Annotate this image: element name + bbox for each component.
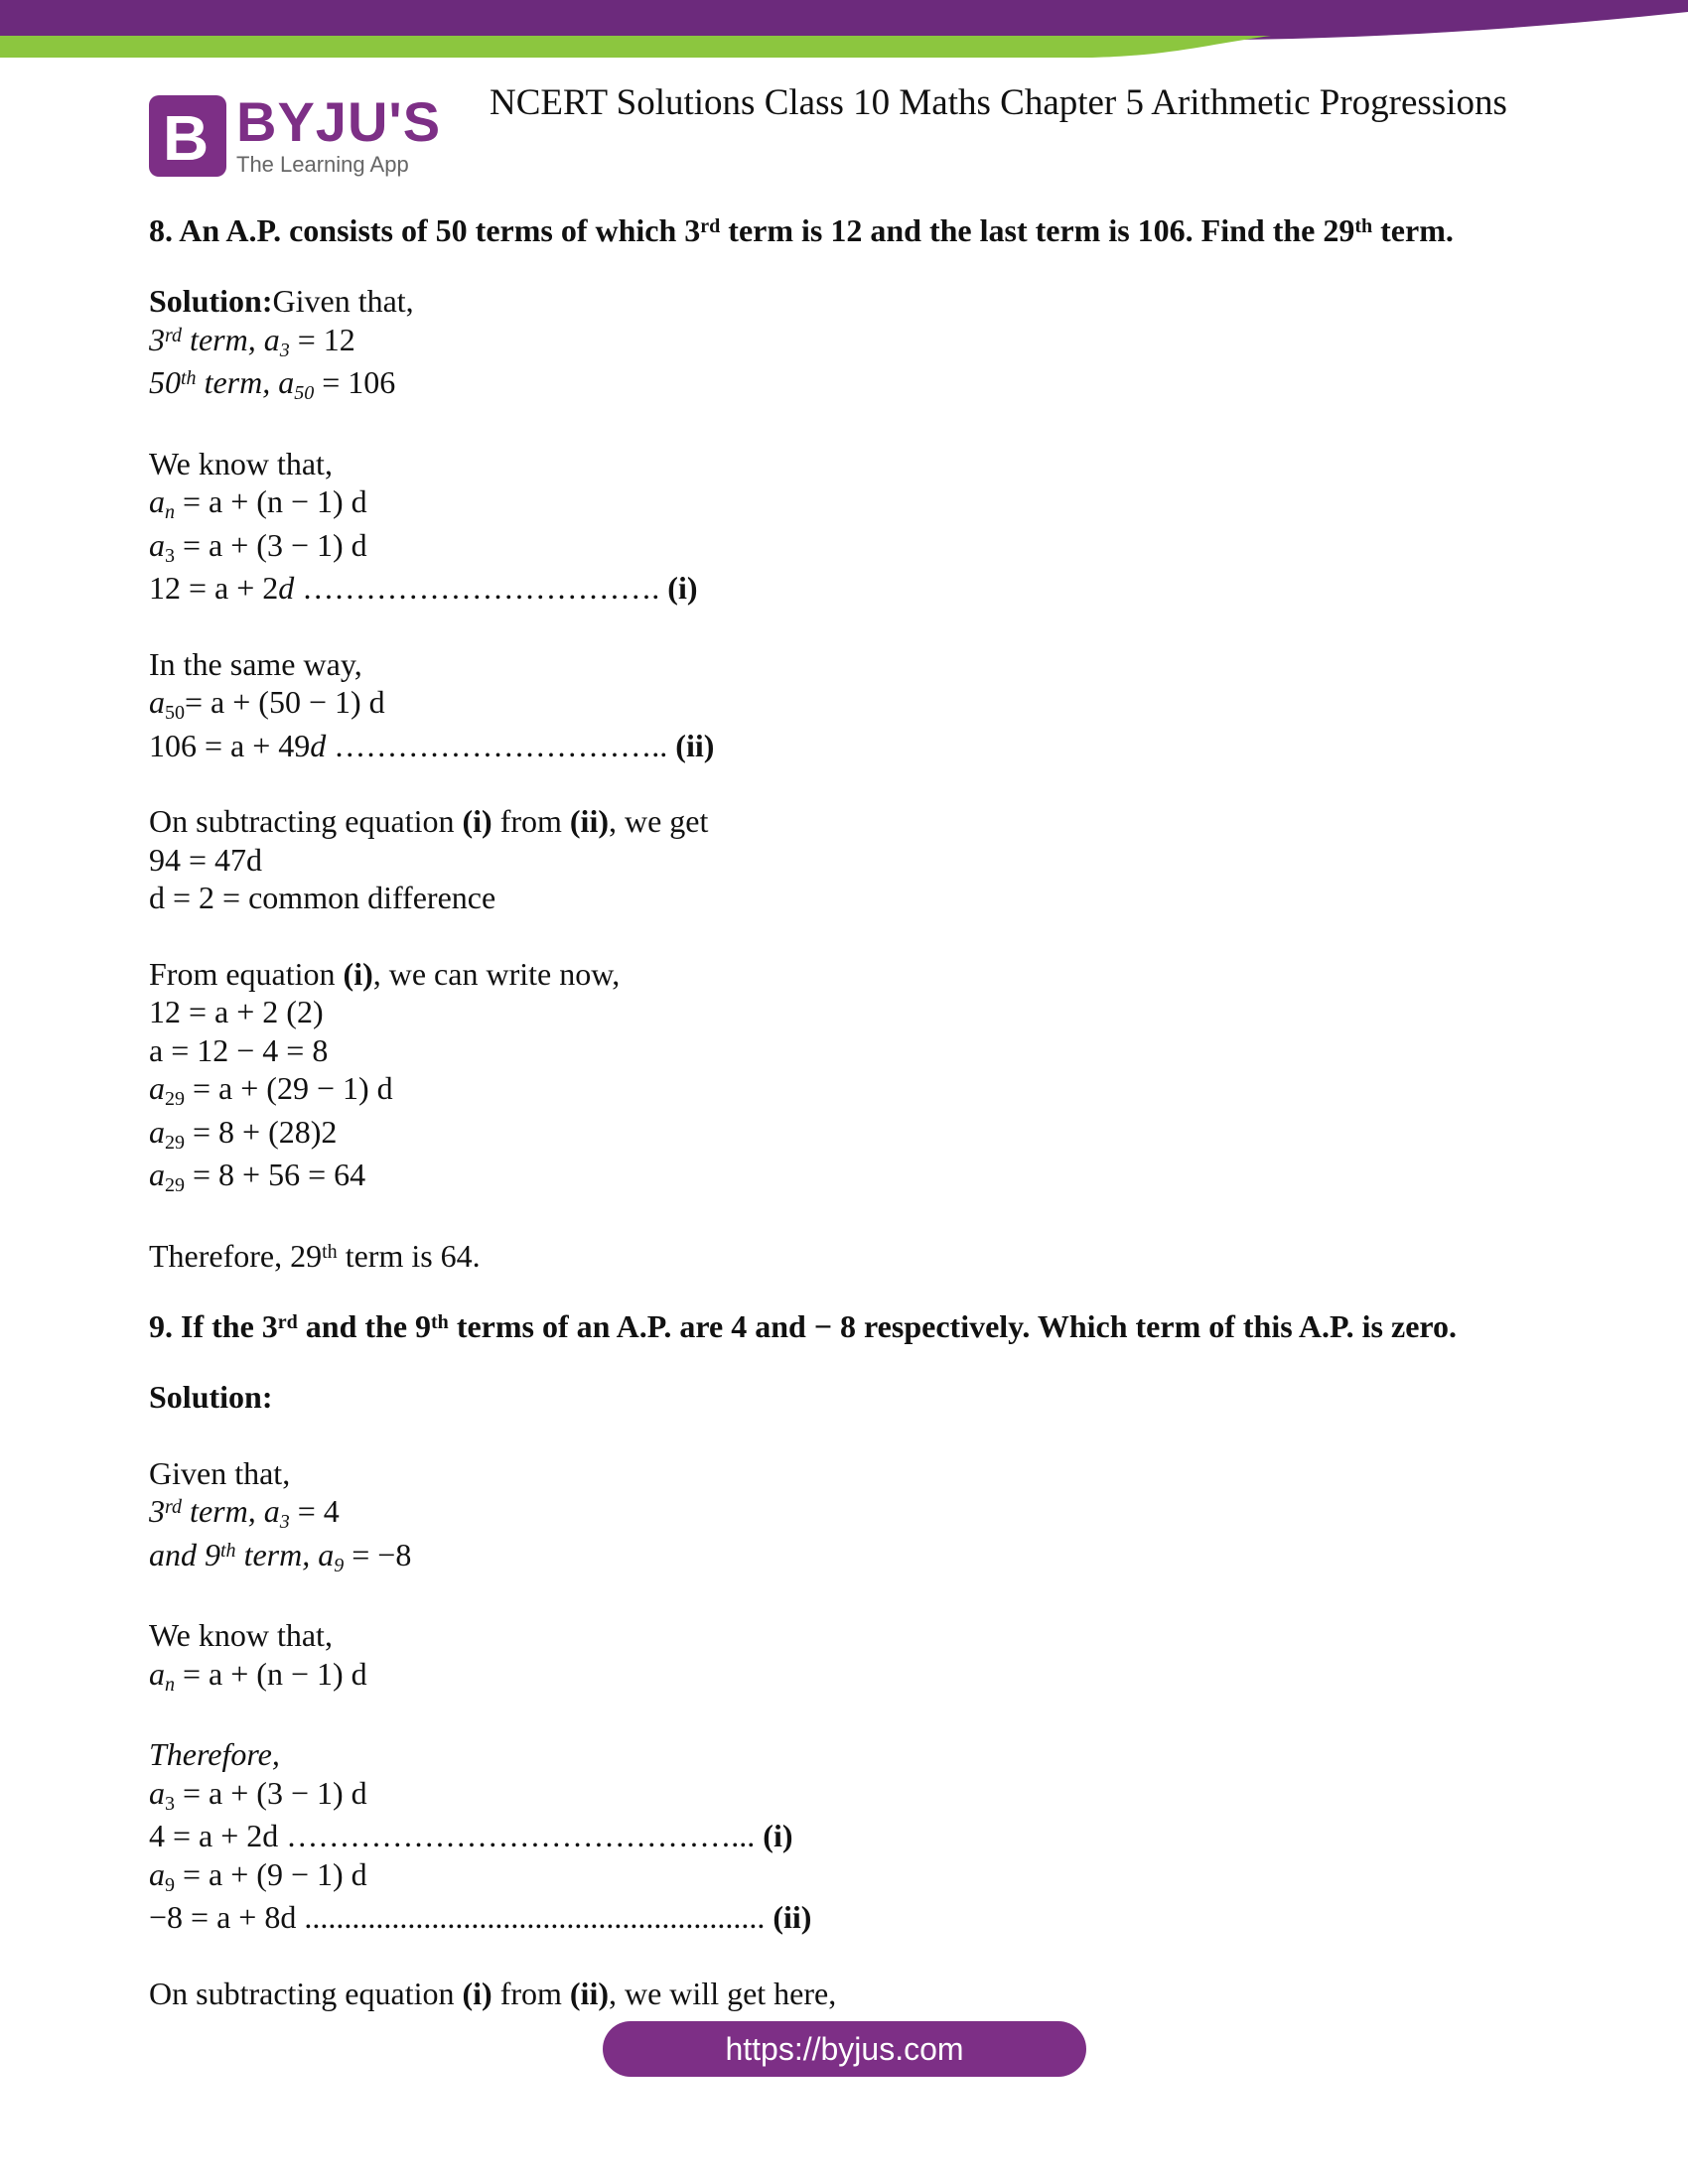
given-line: and 9th term, $a_9 = -8$ xyxy=(149,1536,412,1576)
given-line: 3rd term, $a_3 = 12$ xyxy=(149,321,355,361)
text-line: We know that, xyxy=(149,1617,333,1653)
given-line: 3rd term, $a_3 = 4$ xyxy=(149,1493,340,1533)
text-line: We know that, xyxy=(149,445,333,481)
equation-ii: −8 = a + 8d .......................................................... (ii) xyxy=(149,1899,812,1935)
formula-line: $a_{29} = 8 + (28)2$ xyxy=(149,1113,338,1154)
formula-line: $a_3 = a + (3 - 1)$ d xyxy=(149,1774,367,1815)
formula-line: 12 = a + 2 (2) xyxy=(149,994,324,1029)
formula-line: $a_n = a + (n - 1)$ d xyxy=(149,483,367,523)
equation-i: 4 = a + 2d ……………………………………... (i) xyxy=(149,1818,793,1853)
text-line: On subtracting equation (i) from (ii), we will get here, xyxy=(149,1975,837,2011)
given-line: 50th term, $a_{50} = 106$ xyxy=(149,364,396,404)
formula-line: 94 = 47d xyxy=(149,841,263,878)
formula-line: $a_{29} = a + (29 - 1)$ d xyxy=(149,1070,393,1110)
formula-line: $a_{29} = 8 + 56 = 64$ xyxy=(149,1157,366,1196)
logo-mark-icon: B xyxy=(149,95,226,177)
question-9: 9. If the 3rd and the 9th terms of an A.P. are 4 and − 8 respectively. Which term of this A.P. is zero. xyxy=(149,1308,1458,1344)
formula-line: d = 2 = common difference xyxy=(149,880,496,915)
document-body xyxy=(149,208,1559,2012)
logo-tagline: The Learning App xyxy=(236,152,409,177)
footer-url-link[interactable]: https://byjus.com xyxy=(603,2021,1086,2077)
formula-line: $a_{50}= a + (50 - 1)$ d xyxy=(149,684,385,724)
text-line: From equation (i), we can write now, xyxy=(149,955,621,992)
text-line: Therefore, xyxy=(149,1736,280,1772)
top-decorative-bar xyxy=(0,0,1688,60)
formula-line: a = 12 − 4 = 8 xyxy=(149,1031,329,1068)
text-line: On subtracting equation (i) from (ii), we get xyxy=(149,803,709,839)
page-title: NCERT Solutions Class 10 Maths Chapter 5 Arithmetic Progressions xyxy=(490,82,1507,123)
equation-i: 12 = a + 2d ……………………………. (i) xyxy=(149,570,698,606)
formula-line: $a_3 = a + (3 - 1)$ d xyxy=(149,526,367,567)
formula-line: $a_n = a + (n - 1)$ d xyxy=(149,1655,367,1696)
formula-line: $a_9 = a + (9 - 1)$ d xyxy=(149,1855,367,1896)
solution-9-label: Solution: xyxy=(149,1379,273,1415)
equation-ii: 106 = a + 49d ………………………….. (ii) xyxy=(149,727,715,763)
answer-line: Therefore, 29th term is 64. xyxy=(149,1237,481,1274)
text-line: In the same way, xyxy=(149,645,362,682)
question-8: 8. An A.P. consists of 50 terms of which 3rd term is 12 and the last term is 106. Find the 29th term. xyxy=(149,212,1454,248)
text-line: Given that, xyxy=(149,1454,291,1491)
solution-8-intro: Solution:Given that, xyxy=(149,283,414,319)
byjus-logo xyxy=(149,90,442,178)
logo-name: BYJU'S xyxy=(236,90,442,153)
